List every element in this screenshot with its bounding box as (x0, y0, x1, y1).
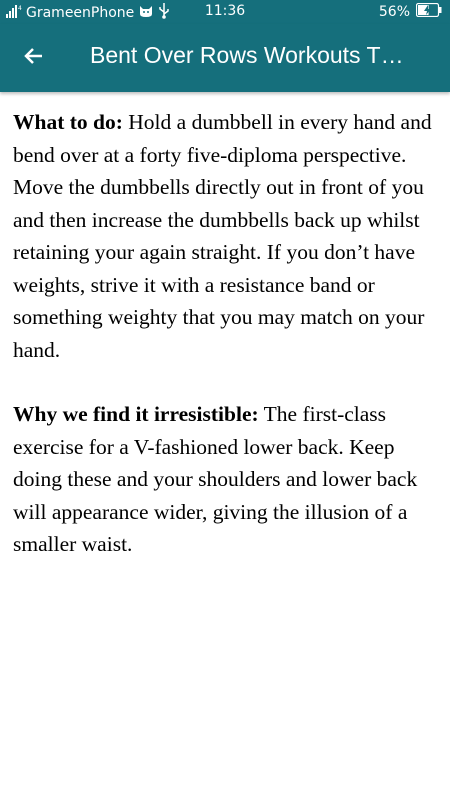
section-heading: Why we find it irresistible: (13, 402, 259, 426)
status-bar (0, 0, 450, 24)
app-bar (0, 24, 450, 92)
status-time: 11:36 (204, 3, 246, 19)
status-left (6, 3, 170, 23)
section-text: The first-class exercise for a V-fashioned lower back. Keep doing these and your shoulders and lower back will appearance wider, giving the illusion of a smaller waist. (13, 402, 418, 556)
back-button[interactable] (12, 36, 56, 80)
section-what-to-do (13, 106, 441, 366)
usb-icon (158, 3, 170, 23)
battery-percent: 56% (378, 4, 410, 20)
section-heading: What to do: (13, 110, 123, 134)
arrow-back-icon (22, 44, 46, 73)
article-content (13, 106, 441, 561)
carrier-name: GrameenPhone (26, 5, 135, 21)
battery-charging-icon (416, 3, 442, 21)
svg-text:4: 4 (18, 5, 22, 12)
section-text: Hold a dumbbell in every hand and bend over at a forty five-diploma perspective. Move the dumbbells directly out in front of you and then increase the dumbbells back up whilst retaining your again straight. If you don’t have weights, strive it with a resistance band or something weighty that you may match on your hand. (13, 110, 432, 362)
section-why-irresistible (13, 398, 441, 561)
page-title: Bent Over Rows Workouts T… (90, 42, 404, 68)
signal-icon (6, 4, 22, 22)
status-right (379, 3, 442, 21)
cat-icon (138, 4, 154, 22)
